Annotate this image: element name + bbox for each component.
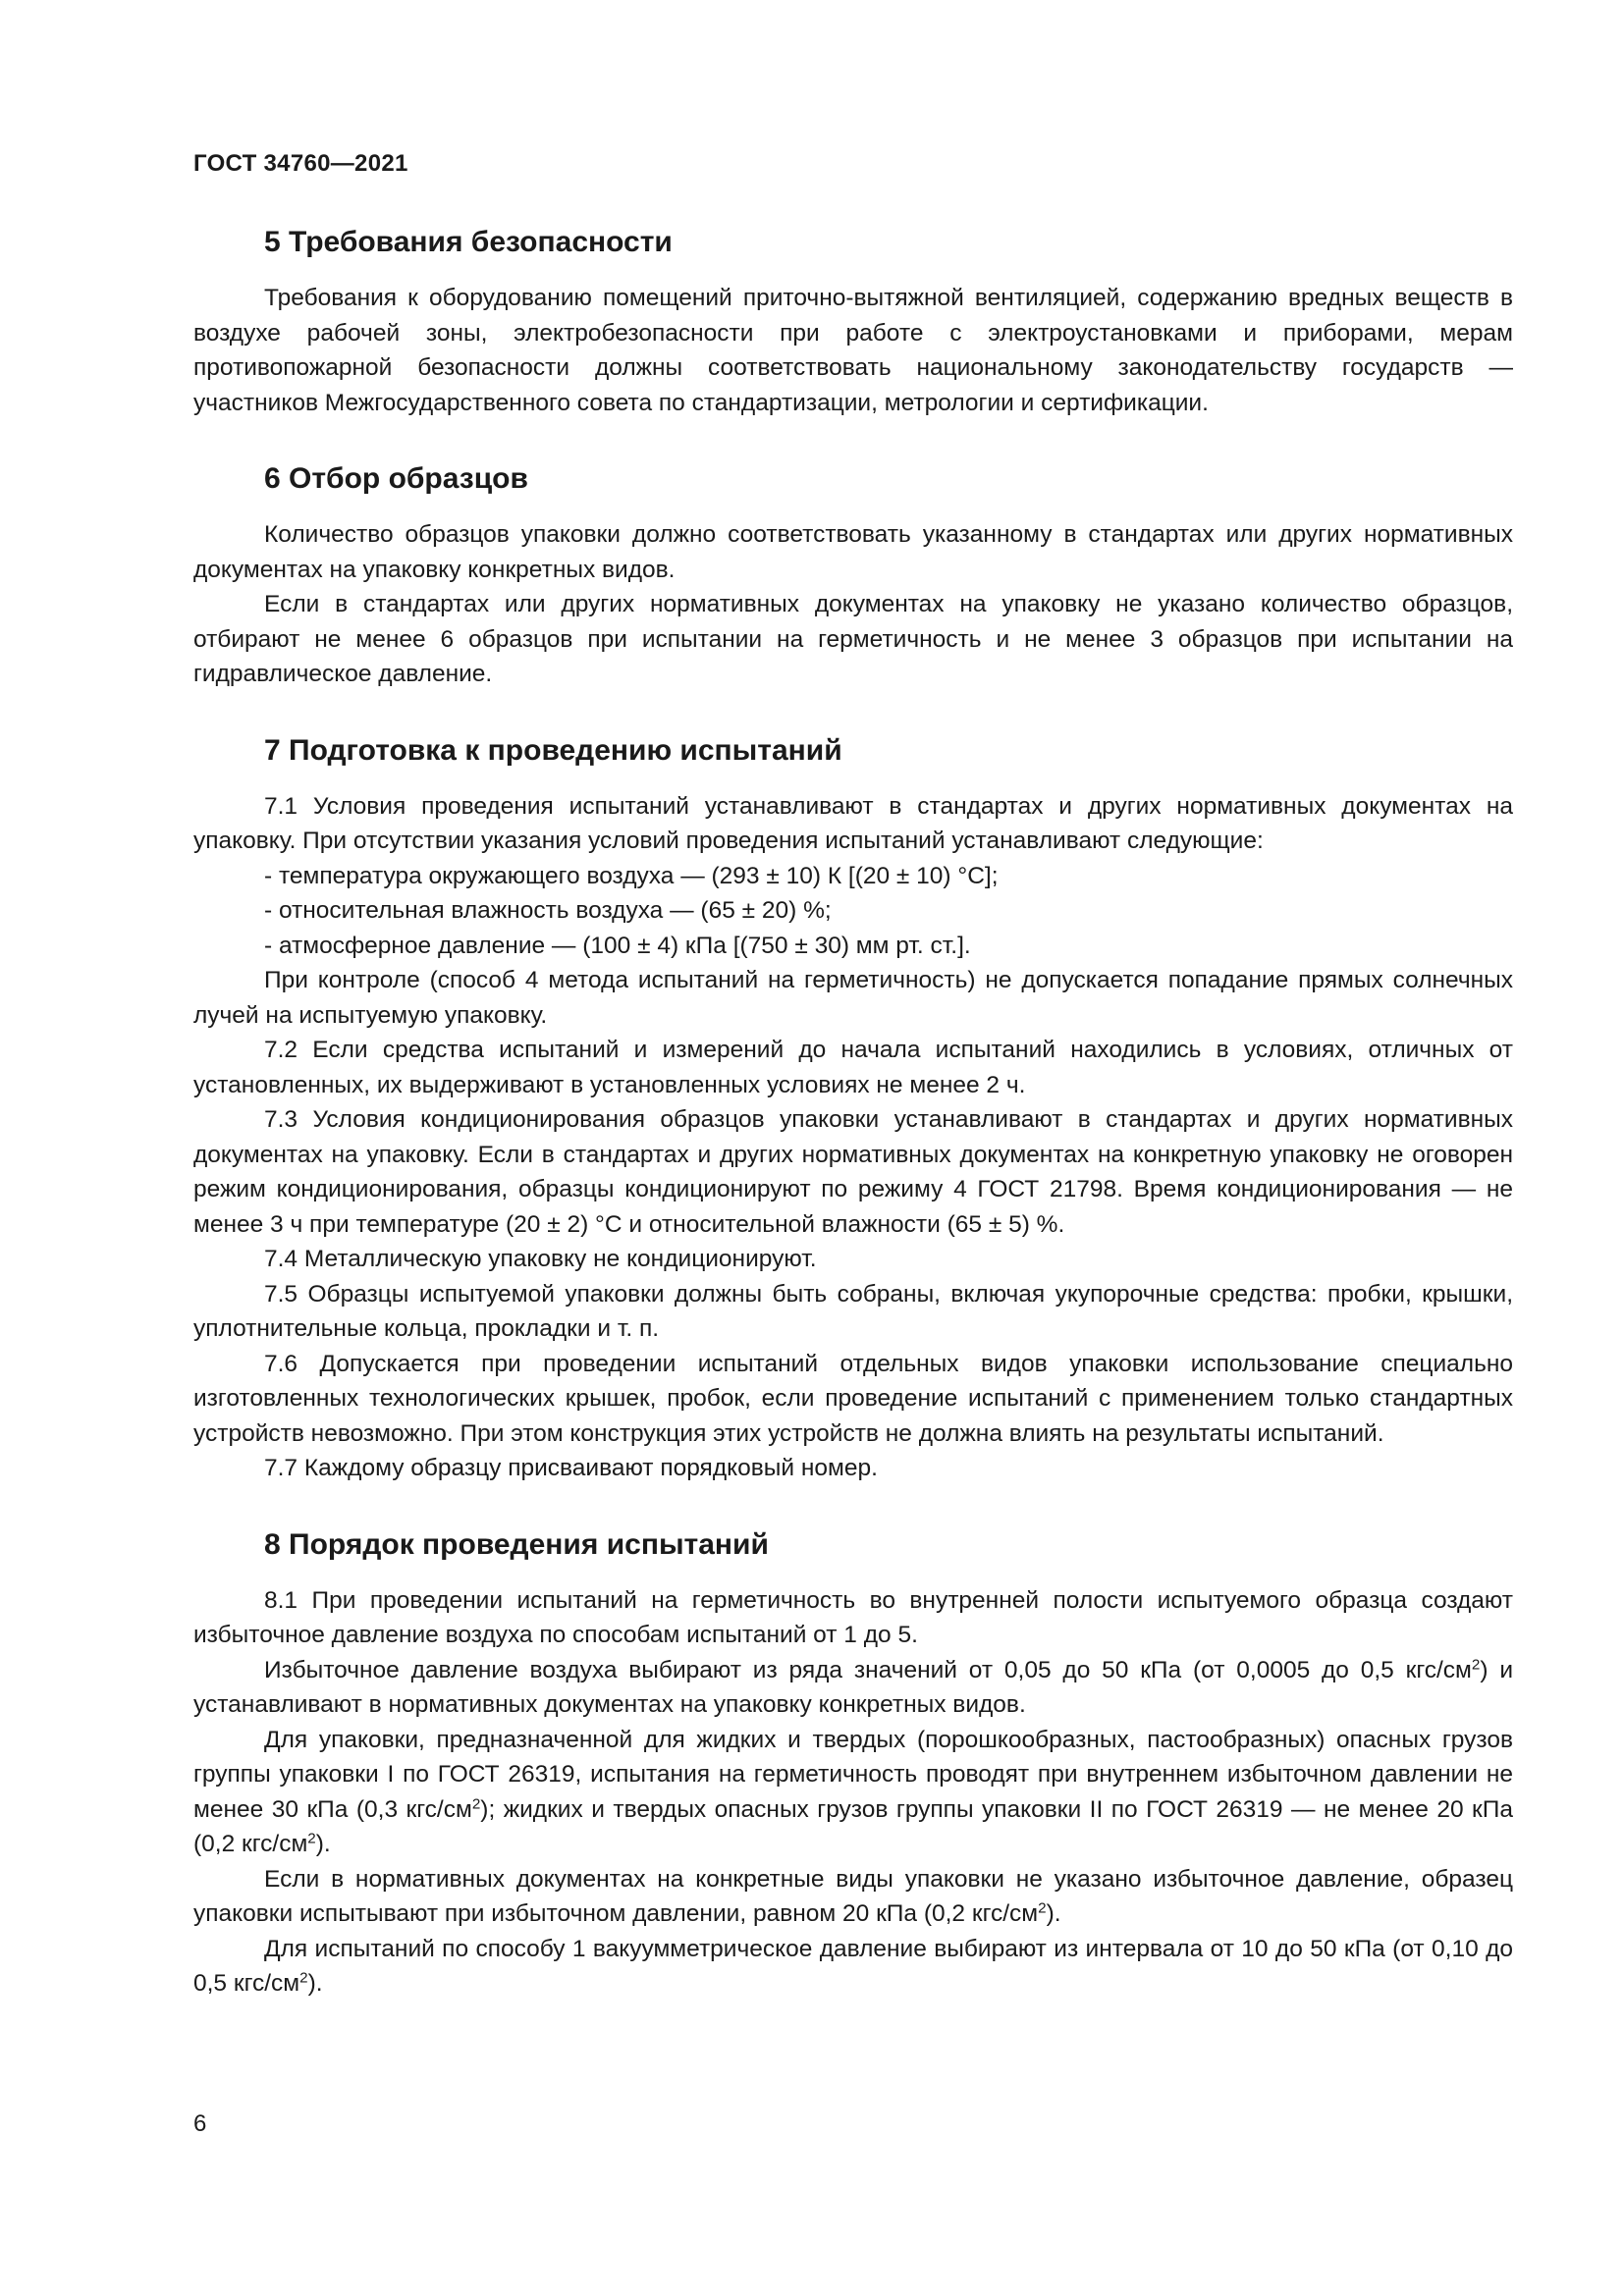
paragraph: Для испытаний по способу 1 вакуумметрическое давление выбирают из интервала от 10 до 50 кПа (от 0,10 до 0,5 кгс/$см^2$). xyxy=(193,1935,1513,1997)
paragraph: 7.1 Условия проведения испытаний устанавливают в стандартах и других нормативных документах на упаковку. При отсутствии указания условий проведения испытаний устанавливают следующие: xyxy=(193,792,1513,854)
list-item: - температура окружающего воздуха — (293 ± 10) К [(20 ± 10) °С]; xyxy=(264,862,999,889)
paragraph: Если в нормативных документах на конкретные виды упаковки не указано избыточное давление, образец упаковки испытывают при избыточном давлении, равном 20 кПа (0,2 кгс/$см^2$). xyxy=(193,1865,1513,1927)
paragraph: Избыточное давление воздуха выбирают из ряда значений от 0,05 до 50 кПа (от 0,0005 до 0,5 кгс/$см^2$) и устанавливают в нормативных документах на упаковку конкретных видов. xyxy=(193,1656,1514,1718)
section xyxy=(193,459,1513,692)
list-item: - атмосферное давление — (100 ± 4) кПа [(750 ± 30) мм рт. ст.]. xyxy=(264,932,971,959)
paragraph: 7.3 Условия кондиционирования образцов упаковки устанавливают в стандартах и других нормативных документах на упаковку. Если в стандартах и других нормативных документах на конкретную упаковку не оговорен режим кондиционирования, образцы кондиционируют по режиму 4 ГОСТ 21798. Время кондиционирования — не менее 3 ч при температуре (20 ± 2) °С и относительной влажности (65 ± 5) %. xyxy=(193,1106,1513,1238)
paragraph: При контроле (способ 4 метода испытаний на герметичность) не допускается попадание прямых солнечных лучей на испытуемую упаковку. xyxy=(193,967,1513,1029)
section-title: 8 Порядок проведения испытаний xyxy=(264,1527,769,1561)
document-header: ГОСТ 34760—2021 xyxy=(193,150,408,177)
paragraph: 7.2 Если средства испытаний и измерений до начала испытаний находились в условиях, отличных от установленных, их выдерживают в установленных условиях не менее 2 ч. xyxy=(193,1037,1513,1098)
section-title: 7 Подготовка к проведению испытаний xyxy=(264,733,842,767)
section-title: 6 Отбор образцов xyxy=(264,462,528,495)
paragraph: Если в стандартах или других нормативных документах на упаковку не указано количество образцов, отбирают не менее 6 образцов при испытании на герметичность и не менее 3 образцов при испытании на гидравлическое давление. xyxy=(193,591,1513,687)
list-item: - относительная влажность воздуха — (65 ± 20) %; xyxy=(264,897,832,924)
paragraph: 8.1 При проведении испытаний на герметичность во внутренней полости испытуемого образца создают избыточное давление воздуха по способам испытаний от 1 до 5. xyxy=(193,1586,1513,1648)
paragraph: Требования к оборудованию помещений приточно-вытяжной вентиляцией, содержанию вредных веществ в воздухе рабочей зоны, электробезопасности при работе с электроустановками и приборами, мерам противопожарной безопасности должны соответствовать национальному законодательству государств — участников Межгосударственного совета по стандартизации, метрологии и сертификации. xyxy=(193,285,1513,416)
section xyxy=(193,223,1513,420)
section xyxy=(193,731,1513,1486)
paragraph: Количество образцов упаковки должно соответствовать указанному в стандартах или других нормативных документах на упаковку конкретных видов. xyxy=(193,521,1513,583)
section-title: 5 Требования безопасности xyxy=(264,226,673,258)
page-number: 6 xyxy=(193,2110,207,2137)
paragraph: 7.4 Металлическую упаковку не кондиционируют. xyxy=(264,1246,817,1272)
paragraph: Для упаковки, предназначенной для жидких и твердых (порошкообразных, пастообразных) опасных грузов группы упаковки I по ГОСТ 26319, испытания на герметичность проводят при внутреннем избыточном давлении не менее 30 кПа (0,3 кгс/$см^2$); жидких и твердых опасных грузов группы упаковки II по ГОСТ 26319 — не менее 20 кПа (0,2 кгс/$см^2$). xyxy=(193,1726,1513,1857)
paragraph: 7.6 Допускается при проведении испытаний отдельных видов упаковки использование специально изготовленных технологических крышек, пробок, если проведение испытаний с применением только стандартных устройств невозможно. При этом конструкция этих устройств не должна влиять на результаты испытаний. xyxy=(193,1350,1513,1447)
document-body xyxy=(193,223,1513,2041)
section xyxy=(193,1525,1513,2002)
paragraph: 7.7 Каждому образцу присваивают порядковый номер. xyxy=(264,1455,878,1481)
paragraph: 7.5 Образцы испытуемой упаковки должны быть собраны, включая укупорочные средства: пробки, крышки, уплотнительные кольца, прокладки и т. п. xyxy=(193,1280,1513,1342)
